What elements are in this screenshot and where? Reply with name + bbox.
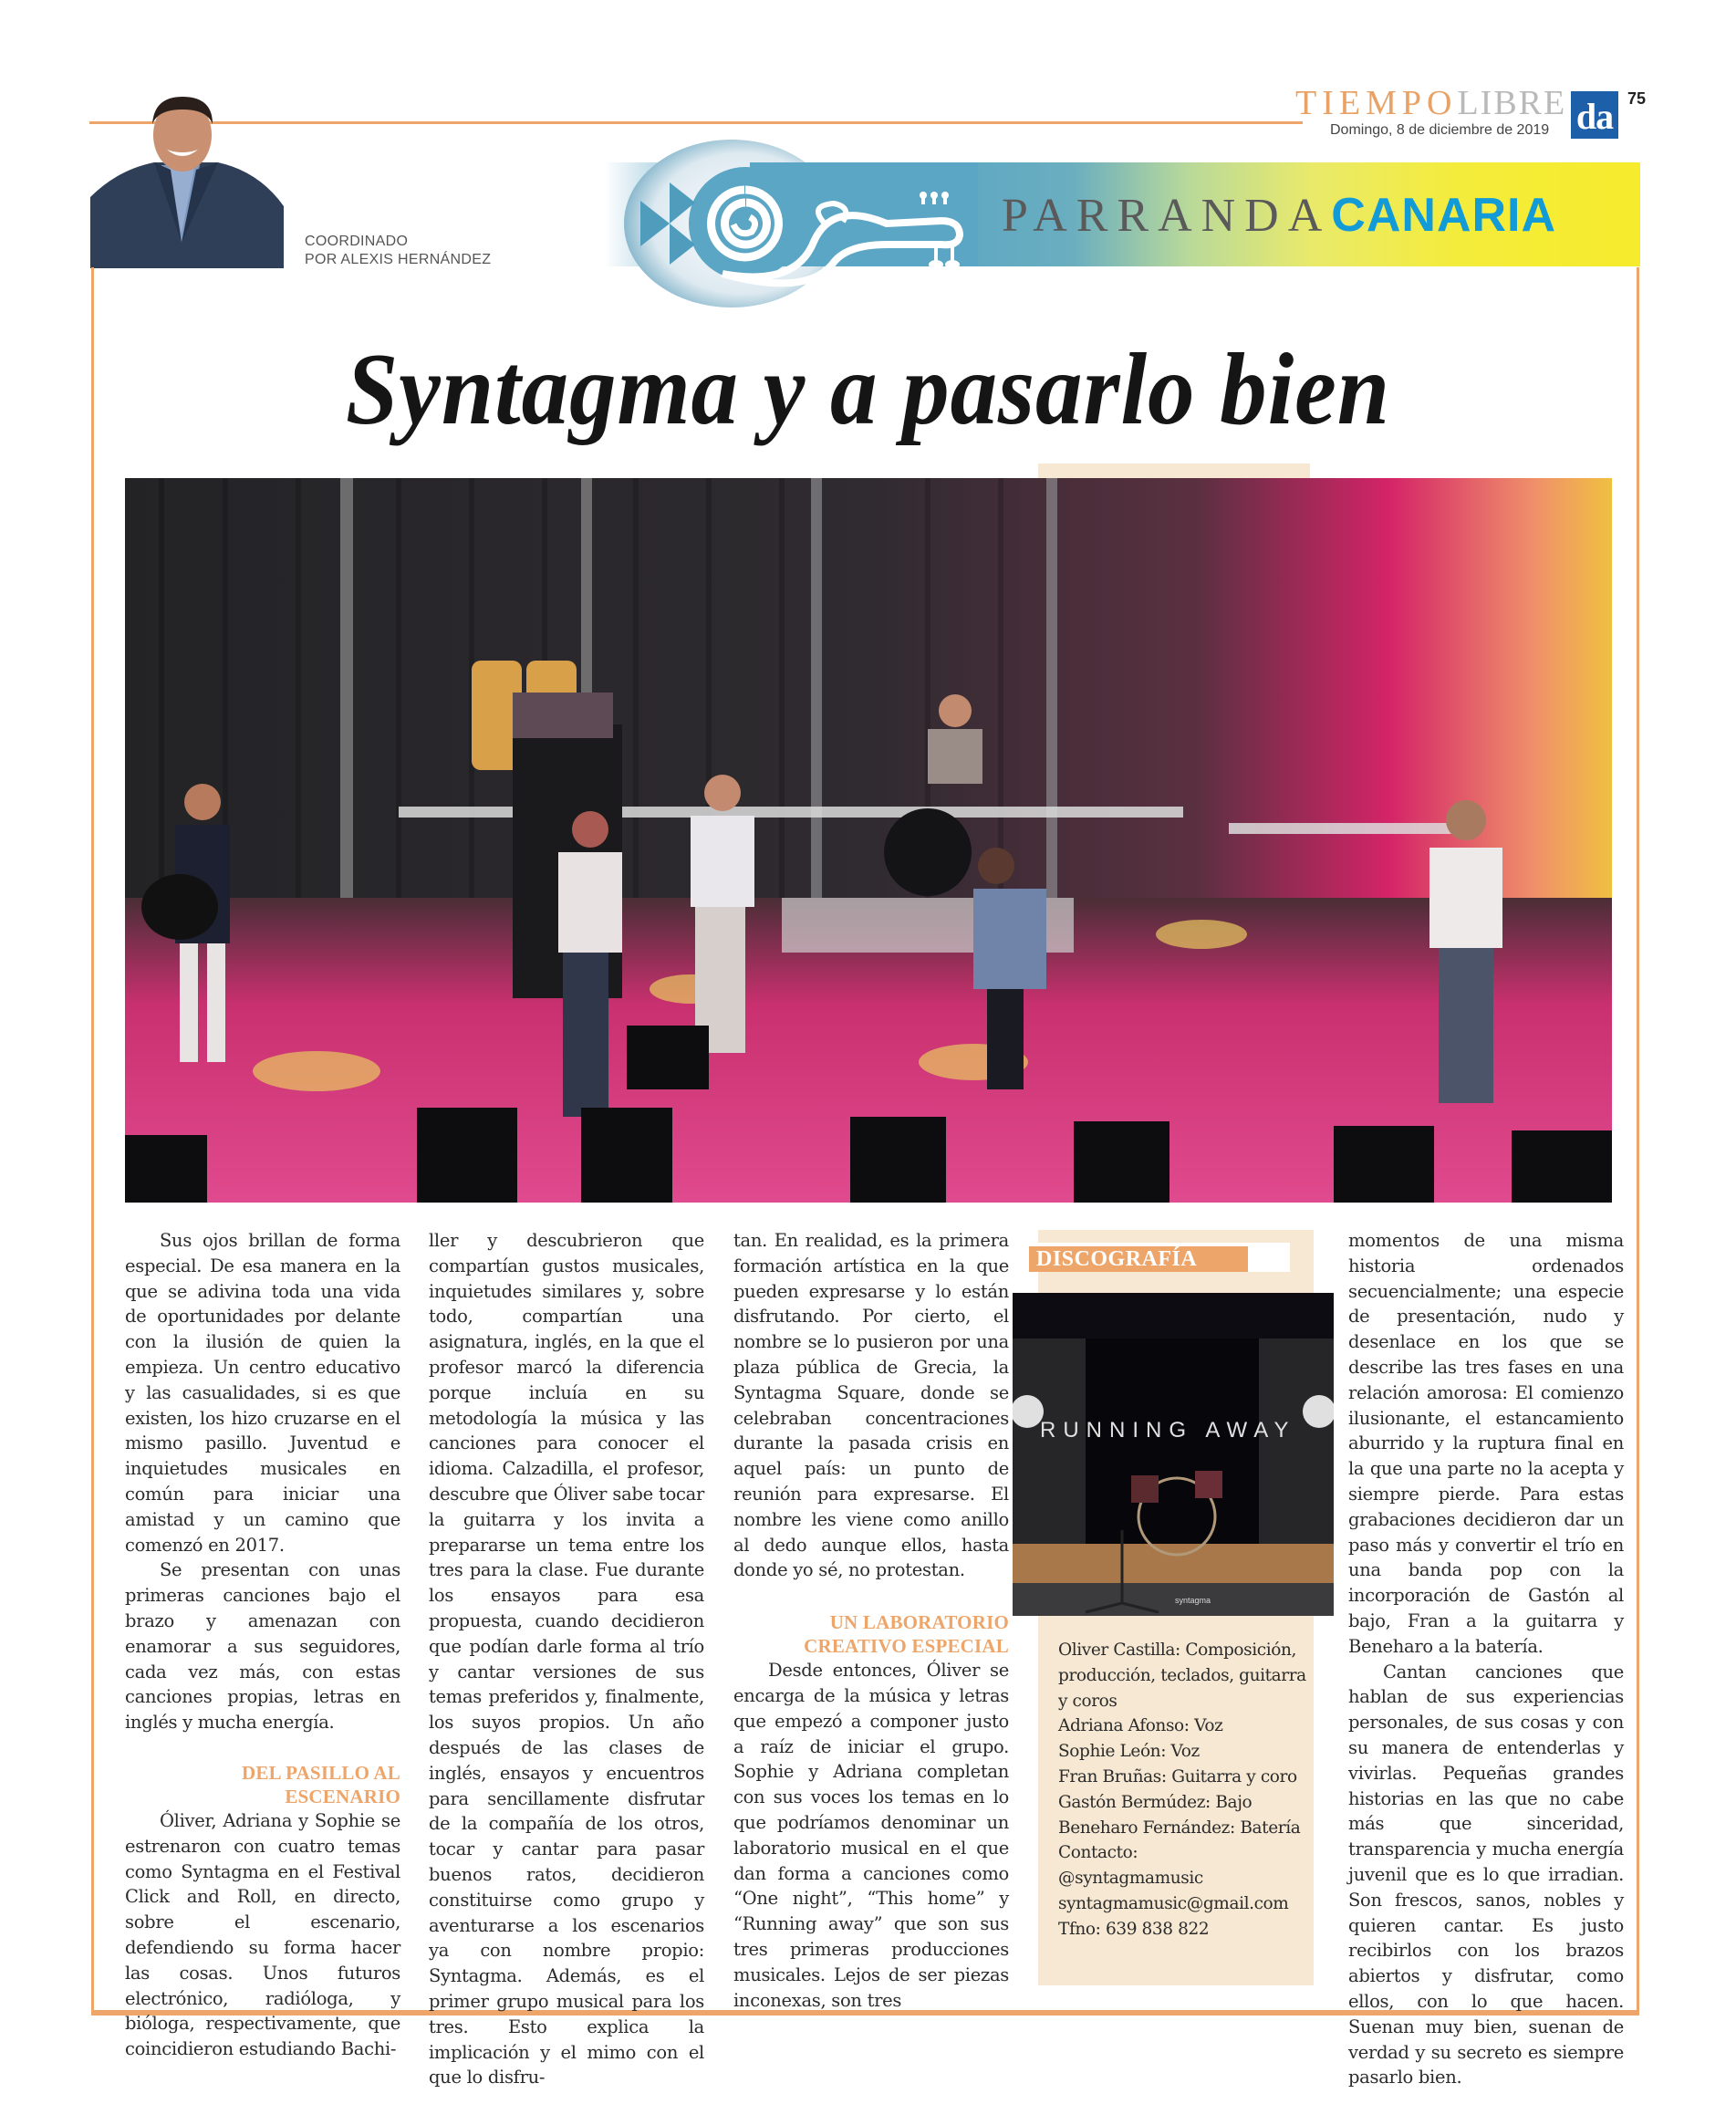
subhead: UN LABORATORIO CREATIVO ESPECIAL <box>804 1611 1009 1658</box>
contact-email: syntagmamusic@gmail.com <box>1058 1893 1289 1913</box>
article-column-4 <box>1348 1228 1624 2090</box>
album-signature: syntagma <box>1175 1596 1211 1605</box>
article-column-3 <box>733 1228 1009 2013</box>
byline <box>305 233 491 269</box>
paragraph: Sus ojos brillan de forma especial. De esa manera en la que se adivina toda una vida de oportunidades por delante con la ilusión de quien la empieza. Un centro educativo y las casualidades, si es que existen, los hizo cruzarse en el mismo pasillo. Juventud e inquietudes musicales en común para iniciar una amistad y un camino que comenzó en 2017. <box>125 1230 400 1556</box>
band-credits <box>1058 1638 1314 1943</box>
section-name-part2: LIBRE <box>1457 84 1567 122</box>
section-banner-title <box>1002 188 1556 244</box>
byline-line1: COORDINADO <box>305 234 409 249</box>
newspaper-logo: da <box>1571 91 1618 139</box>
paragraph: tan. En realidad, es la primera formación artística en la que pueden expresarse y lo están disfrutando. Por cierto, el nombre se lo pusieron por una plaza pública de Grecia, la Syntagma Square, donde se celebraban concentraciones durante la pasada crisis en aquel país: un punto de reunión para expresarse. El nombre les viene como anillo al dedo aunque ellos, hasta donde yo sé, no protestan. <box>733 1230 1009 1581</box>
credit-line: Adriana Afonso: Voz <box>1058 1716 1223 1736</box>
byline-author: POR ALEXIS HERNÁNDEZ <box>305 252 492 267</box>
paragraph: Óliver, Adriana y Sophie se estrenaron con cuatro temas como Syntagma en el Festival Click and Roll, en directo, sobre el escenario, defendiendo su forma hacer las cosas. Unos futuros electrónico, radióloga, y bióloga, respectivamente, que coincidieron estudiando Bachi- <box>125 1809 400 2060</box>
contact-phone: Tfno: 639 838 822 <box>1058 1919 1210 1939</box>
paragraph: Desde entonces, Óliver se encarga de la música y letras que empezó a componer justo a raíz de iniciar el grupo. Sophie y Adriana completan con sus voces los temas en lo que podríamos denominar un laboratorio musical en el que dan forma a canciones como “One night”, “This home” y “Running away” que son sus tres primeras producciones musicales. Lejos de ser piezas inconexas, son tres <box>733 1660 1009 2011</box>
section-name <box>1295 86 1566 120</box>
credit-line: Gastón Bermúdez: Bajo <box>1058 1792 1253 1812</box>
album-title: RUNNING AWAY <box>1040 1418 1296 1443</box>
credit-line: Contacto: <box>1058 1843 1138 1863</box>
credit-line: Fran Bruñas: Guitarra y coro <box>1058 1766 1297 1786</box>
social-handle: @syntagmamusic <box>1058 1869 1203 1889</box>
issue-date: Domingo, 8 de diciembre de 2019 <box>1330 122 1550 138</box>
album-cover <box>1013 1293 1334 1616</box>
article-column-1 <box>125 1228 400 2062</box>
banner-title-part1: PARRANDA <box>1002 190 1332 242</box>
article-column-2 <box>429 1228 704 2090</box>
paragraph: Cantan canciones que hablan de sus experiencias personales, de sus cosas y con su manera de entenderlas y vivirlas. Pequeñas grandes historias en las que no cabe más que sinceridad, transparencia y mucha energía juvenil que es lo que irradian. Son frescos, sanos, nobles y quieren cantar. Es justo recibirlos con los brazos abiertos y disfrutar, como ellos, con lo que hacen. Suenan muy bien, suenan de verdad y su secreto es siempre pasarlo bien. <box>1348 1661 1624 2088</box>
paragraph: Se presentan con unas primeras canciones bajo el brazo y amenazan con enamorar a sus seguidores, cada vez más, con estas canciones propias, letras en inglés y mucha energía. <box>125 1559 400 1734</box>
section-name-part1: TIEMPO <box>1295 84 1458 122</box>
article-headline: Syntagma y a pasarlo bien <box>345 333 1391 446</box>
paragraph: ller y descubrieron que compartían gustos musicales, inquietudes similares y, sobre todo, compartían una asignatura, inglés, en la que el profesor marcó la diferencia porque incluía en su metodología la música y las canciones para conocer el idioma. Calzadilla, el profesor, descubre que Óliver sabe tocar la guitarra y los invita a prepararse un tema entre los tres para la clase. Fue durante los ensayos para esa propuesta, cuando decidieron que podían darle forma al trío y cantar versiones de sus temas preferidos y, finalmente, los suyos propios. Un año después de las clases de inglés, ensayos y encuentros para sencillamente disfrutar de la compañía de los otros, tocar y cantar para pasar buenos ratos, decidieron constituirse como grupo y aventurarse a los escenarios ya con nombre propio: Syntagma. Además, es el primer grupo musical para los tres. Esto explica la implicación y el mimo con el que lo disfru- <box>429 1230 704 2088</box>
band-stage-photo <box>125 478 1612 1203</box>
subhead: DEL PASILLO AL ESCENARIO <box>242 1761 400 1807</box>
page-number: 75 <box>1627 89 1647 108</box>
credit-line: Sophie León: Voz <box>1058 1742 1200 1762</box>
banner-title-part2: CANARIA <box>1331 189 1557 242</box>
author-photo <box>90 97 284 268</box>
discography-label: DISCOGRAFÍA <box>1029 1246 1248 1272</box>
paragraph: momentos de una misma historia ordenados secuencialmente; una especie de presentación, nudo y desenlace en los que se describe las tres fases en una relación amorosa: El comienzo ilusionante, el estancamiento aburrido y la ruptura final en la que una parte no la acepta y siempre pierde. Para estas grabaciones decidieron dar un paso más y convertir el trío en una banda pop con la incorporación de Gastón al bajo, Fran a la guitarra y Beneharo a la batería. <box>1348 1230 1624 1657</box>
credit-line: Beneharo Fernández: Batería <box>1058 1818 1301 1838</box>
credit-line: Oliver Castilla: Composición, producción, teclados, guitarra y coros <box>1058 1640 1306 1711</box>
